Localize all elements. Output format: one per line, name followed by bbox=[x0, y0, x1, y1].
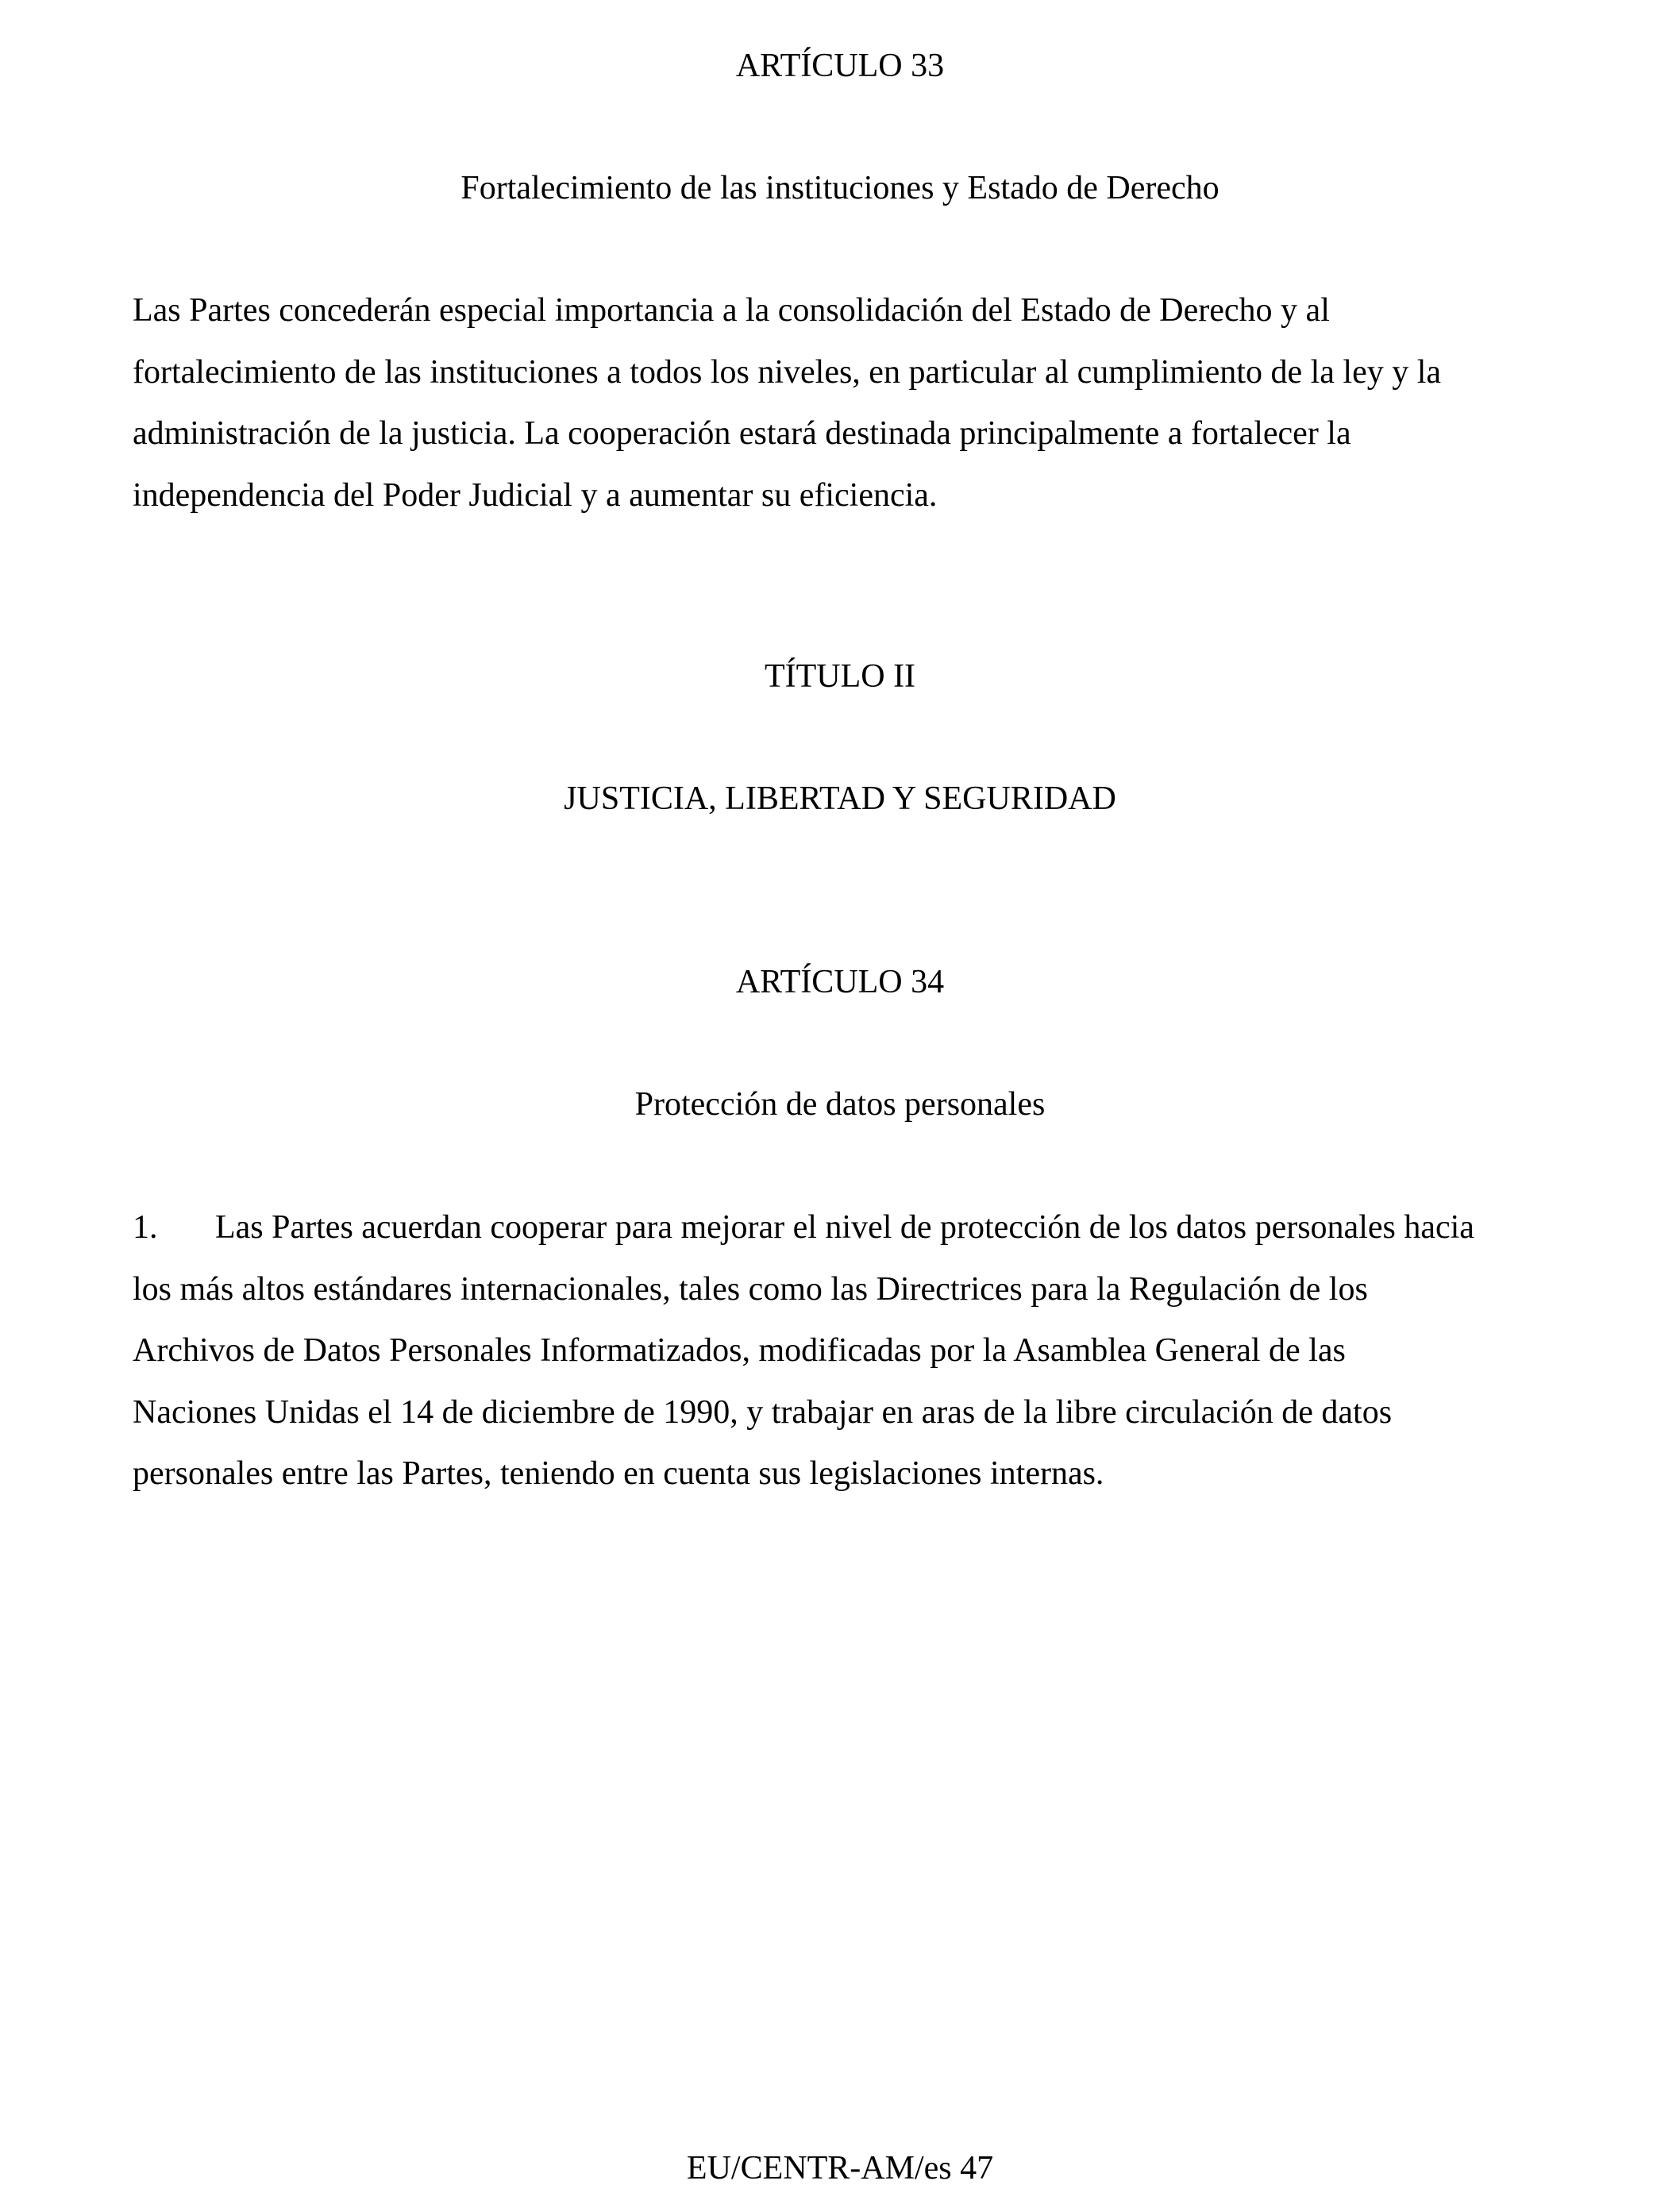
paragraph-line: fortalecimiento de las instituciones a todos los niveles, en particular al cumplimiento de la ley y la bbox=[133, 353, 1442, 391]
paragraph-line: Las Partes concederán especial importancia a la consolidación del Estado de Derecho y al bbox=[133, 292, 1330, 329]
paragraph-line: personales entre las Partes, teniendo en cuenta sus legislaciones internas. bbox=[133, 1455, 1104, 1492]
paragraph-line: Naciones Unidas el 14 de diciembre de 1990, y trabajar en aras de la libre circulación de datos bbox=[133, 1393, 1393, 1431]
page-footer-reference: EU/CENTR-AM/es 47 bbox=[686, 2150, 994, 2187]
article-34-heading: ARTÍCULO 34 bbox=[735, 964, 945, 1000]
title-ii-heading: TÍTULO II bbox=[764, 658, 916, 695]
paragraph-line: los más altos estándares internacionales, tales como las Directrices para la Regulación de los bbox=[133, 1270, 1368, 1308]
article-34-paragraph bbox=[133, 1197, 1562, 1505]
article-33-heading: ARTÍCULO 33 bbox=[735, 48, 945, 84]
paragraph-line-text: Las Partes acuerdan cooperar para mejorar el nivel de protección de los datos personales hacia bbox=[215, 1209, 1474, 1246]
item-number: 1. bbox=[133, 1209, 158, 1246]
paragraph-line-first bbox=[133, 1197, 1562, 1259]
article-34-title: Protección de datos personales bbox=[634, 1086, 1046, 1123]
title-ii-subheading: JUSTICIA, LIBERTAD Y SEGURIDAD bbox=[564, 780, 1116, 817]
paragraph-line: Archivos de Datos Personales Informatizados, modificadas por la Asamblea General de las bbox=[133, 1332, 1346, 1369]
paragraph-line: independencia del Poder Judicial y a aumentar su eficiencia. bbox=[133, 476, 938, 514]
paragraph-line: administración de la justicia. La cooperación estará destinada principalmente a fortalecer la bbox=[133, 415, 1351, 452]
article-33-title: Fortalecimiento de las instituciones y Estado de Derecho bbox=[460, 170, 1220, 206]
article-33-paragraph bbox=[133, 280, 1562, 526]
